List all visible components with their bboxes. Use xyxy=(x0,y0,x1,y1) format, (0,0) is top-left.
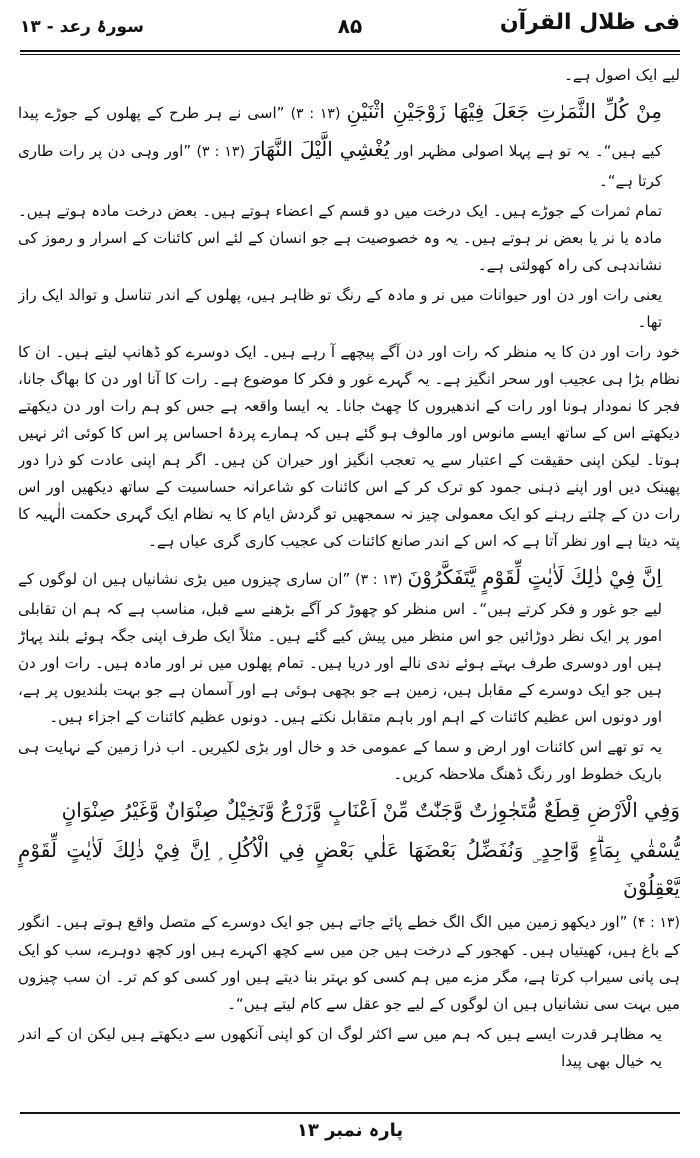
header-rule xyxy=(20,50,680,52)
verse-arabic-2: يُغْشِي الَّيْلَ النَّهَارَ xyxy=(250,137,390,161)
verse-translation-1: ”اسی نے ہر طرح کے پھلوں کے جوڑے پیدا کیے ہیں“۔ یہ تو ہے پہلا اصولی مظہر اور xyxy=(18,104,662,160)
verse-block-4 xyxy=(18,909,680,1018)
verse-ref-1: (۱۳ : ۳) xyxy=(290,106,341,122)
paragraph-1: لیے ایک اصول ہے۔ xyxy=(564,66,680,84)
verse-ref-2: (۱۳ : ۳) xyxy=(196,144,245,160)
paragraph-5: اس منظر کو چھوڑ کر آگے بڑھنے سے قبل، مناسب ہے کہ ہم ان تقابلی امور پر ایک نظر دوڑائیں جو اس منظر میں پیش کیے گئے ہیں۔ مثلاً ایک طرف اپنی جگہ ہوئے بلند پہاڑ ہیں اور دوسری طرف بہتے ہوئے ندی نالے اور دریا ہیں۔ تمام پھلوں میں نر اور مادہ ہیں۔ رات اور دن ہیں جو ایک دوسرے کے مقابل ہیں، زمین ہے جو بچھی ہوئی ہے اور آسمان ہے جو بہت بلندیوں پر ہے، اور دونوں اس عظیم کائنات کے اہم اور باہم متقابل نکتے ہیں۔ دونوں عظیم کائنات کے اجزاء ہیں۔ xyxy=(18,600,662,726)
page-body xyxy=(18,62,680,1092)
paragraph-6: یہ تو تھے اس کائنات اور ارض و سما کے عمومی خد و خال اور بڑی لکیریں۔ اب ذرا زمین کے نہایت ہی باریک خطوط اور رنگ ڈھنگ ملاحظہ کریں۔ xyxy=(18,738,662,783)
verse-arabic-1: مِنْ كُلِّ الثَّمَرٰتِ جَعَلَ فِيْهَا زَوْجَيْنِ اثْنَيْنِ xyxy=(346,99,662,123)
book-title: فی ظلال القرآن xyxy=(499,10,680,35)
verse-block-1 xyxy=(18,92,680,195)
header-rule-thin xyxy=(20,54,680,55)
paragraph-4: خود رات اور دن کا یہ منظر کہ رات اور دن آگے پیچھے آ رہے ہیں۔ ایک دوسرے کو ڈھانپ لیتے ہیں۔ ان کا نظام بڑا ہی عجیب اور سحر انگیز ہے۔ یہ گہرے غور و فکر کا موضوع ہے۔ رات کا آنا اور دن کا بھاگ جانا، فجر کا نمودار ہونا اور رات کے اندھیروں کا چھٹ جانا۔ یہ ایسا واقعہ ہے جس کو ہم رات اور دن دیکھتے دیکھتے اس کے ساتھ ایسے مانوس اور مالوف ہو گئے ہیں کہ ہمارے پردۂ احساس پر اس کا کوئی اثر نہیں ہوتا۔ لیکن اپنی حقیقت کے اعتبار سے یہ تعجب انگیز اور حیران کن ہیں۔ اگر ہم اپنی عادت کو ذرا دور پھینک دیں اور اپنے ذہنی جمود کو ترک کر کے اس کائنات کو شاعرانہ حساسیت کے ساتھ دیکھیں اور اس رات دن کے چلتے رہنے کو ایک معمولی چیز نہ سمجھیں تو گردش ایام کا یہ نظام ایک گہری حکمت الٰہیہ کا پتہ دیتا ہے اور نظر آتا ہے کہ اس کے اندر صانع کائنات کی عجیب کاری گری عیاں ہے۔ xyxy=(18,343,680,550)
verse-translation-4: ”اور دیکھو زمین میں الگ الگ خطے پائے جاتے ہیں جو ایک دوسرے کے متصل واقع ہوتے ہیں۔ انگور کے باغ ہیں، کھیتیاں ہیں۔ کھجور کے درخت ہیں جن میں سے کچھ اکہرے ہیں اور کچھ دوہرے، سب کو ایک ہی پانی سیراب کرتا ہے، مگر مزے میں ہم کسی کو بہتر بنا دیتے ہیں اور کسی کو کم تر۔ ان سب چیزوں میں بہت سی نشانیاں ہیں ان لوگوں کے لیے جو عقل سے کام لیتے ہیں“۔ xyxy=(18,913,680,1013)
verse-translation-3: ”ان ساری چیزوں میں بڑی نشانیاں ہیں ان لوگوں کے لیے جو غور و فکر کرتے ہیں“۔ xyxy=(18,570,662,618)
footer-rule xyxy=(20,1112,680,1114)
verse-arabic-4-line-2: يُّسْقٰي بِمَاۗءٍ وَّاحِدٍ ۣ وَنُفَضِّلُ بَعْضَهَا عَلٰي بَعْضٍ فِي الْاُكُلِ ۭ اِنَّ فِيْ ذٰلِكَ لَاٰيٰتٍ لِّقَوْمٍ يَّعْقِلُوْنَ xyxy=(18,838,680,900)
verse-arabic-3: اِنَّ فِيْ ذٰلِكَ لَاٰيٰتٍ لِّقَوْمٍ يَّتَفَكَّرُوْنَ xyxy=(407,565,662,589)
verse-translation-2: ”اور وہی دن پر رات طاری کرتا ہے“۔ xyxy=(18,142,662,190)
paragraph-2: تمام ثمرات کے جوڑے ہیں۔ ایک درخت میں دو قسم کے اعضاء ہوتے ہیں۔ بعض درخت مادہ ہوتے ہیں۔ مادہ یا نر یا بعض نر ہوتے ہیں۔ یہ وہ خصوصیت ہے جو انسان کے لئے اس کائنات کے اسرار و رموز کی نشاندہی کی راہ کھولتی ہے۔ xyxy=(18,202,662,274)
paragraph-3: یعنی رات اور دن اور حیوانات میں نر و مادہ کے رنگ تو ظاہر ہیں، پھلوں کے اندر تناسل و توالد ایک راز تھا۔ xyxy=(18,286,662,331)
verse-ref-4: (۱۳ : ۴) xyxy=(632,915,680,931)
verse-block-3 xyxy=(18,558,680,731)
surah-info: سورۂ رعد - ۱۳ xyxy=(20,17,144,37)
verse-ref-3: (۱۳ : ۳) xyxy=(355,572,403,588)
page-number: ۸۵ xyxy=(337,14,363,38)
para-label: پارہ نمبر ۱۳ xyxy=(296,1120,404,1141)
paragraph-7: یہ مظاہر قدرت ایسے ہیں کہ ہم میں سے اکثر لوگ ان کو اپنی آنکھوں سے دیکھتے ہیں لیکن ان کے اندر یہ خیال بھی پیدا xyxy=(18,1025,662,1070)
verse-arabic-4-line-1: وَفِي الْاَرْضِ قِطَعٌ مُّتَجٰوِرٰتٌ وَّجَنّٰتٌ مِّنْ اَعْنَابٍ وَّزَرْعٌ وَّنَخِيْلٌ صِنْوَانٌ وَّغَيْرُ صِنْوَانٍ xyxy=(61,798,680,822)
page-header xyxy=(20,8,680,48)
